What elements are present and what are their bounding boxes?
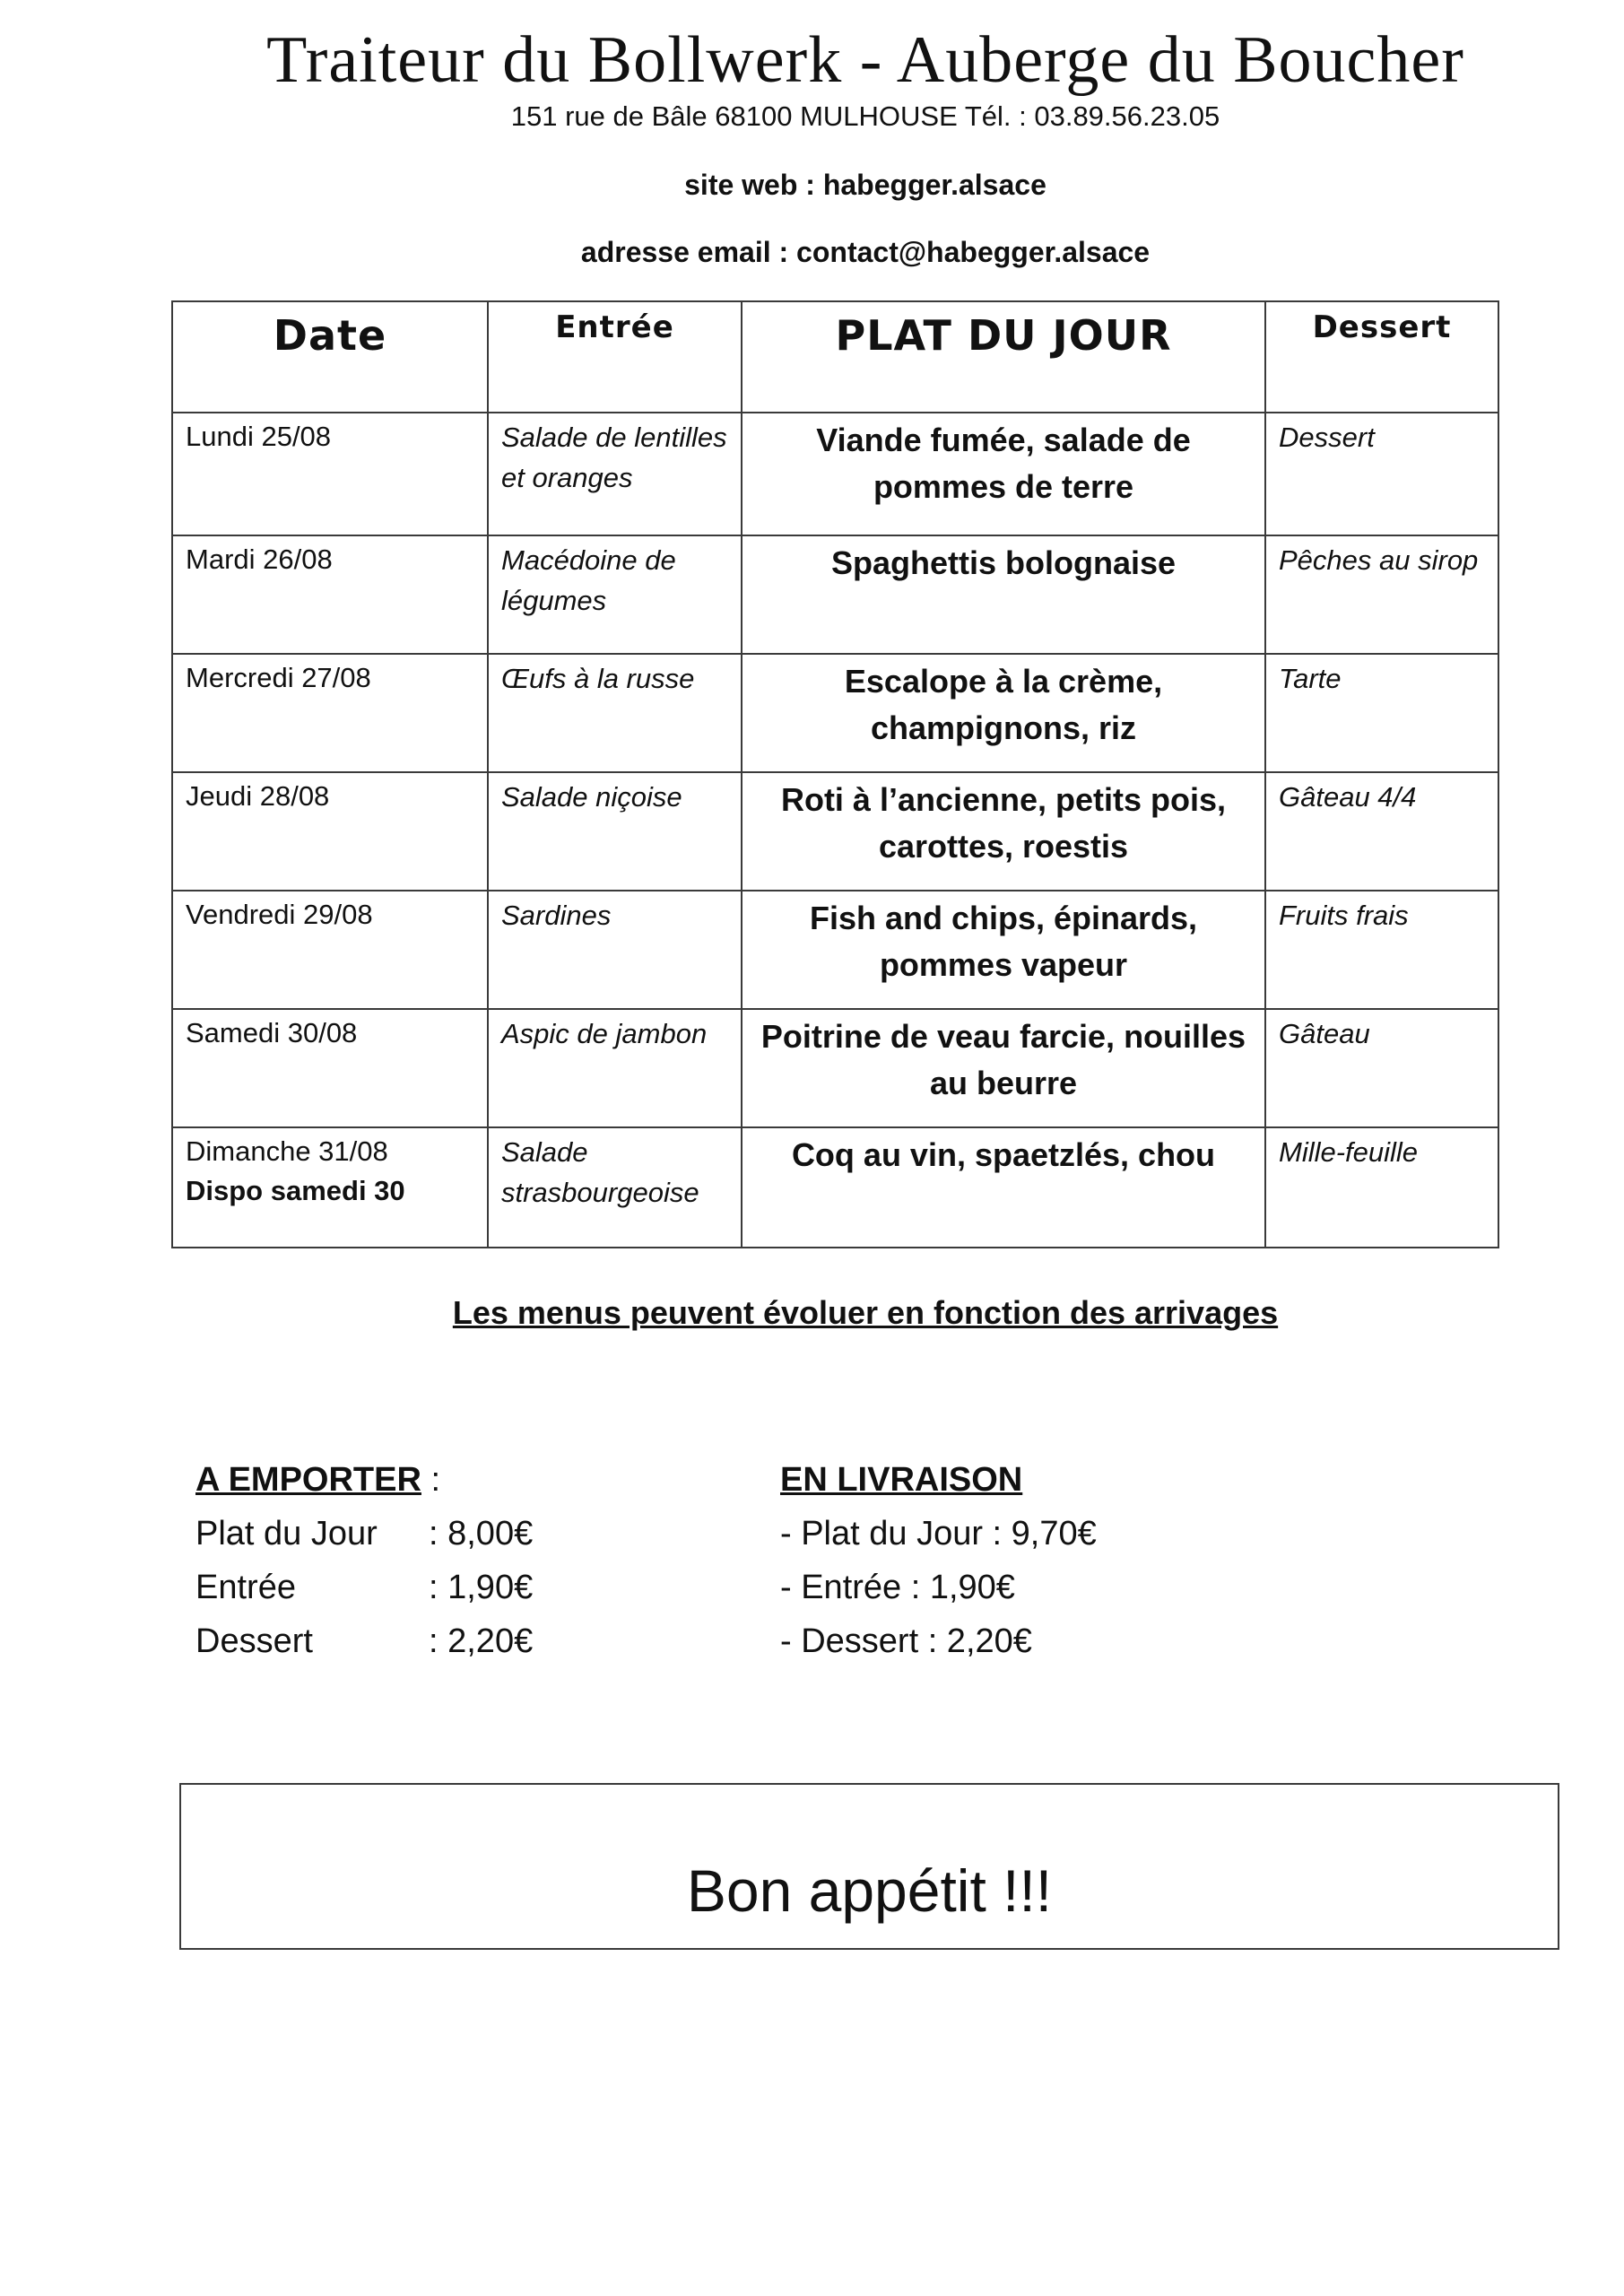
email-line: adresse email : contact@habegger.alsace: [580, 236, 1151, 268]
delivery-item: - Plat du Jour : 9,70€: [780, 1515, 1097, 1552]
price-label: Entrée: [195, 1569, 296, 1606]
dessert-cell: Dessert: [1265, 413, 1498, 535]
date-text: Dimanche 31/08: [186, 1135, 388, 1167]
entree-cell: Salade strasbourgeoise: [488, 1127, 742, 1248]
price-label: Dessert: [195, 1622, 313, 1660]
dessert-cell: Gâteau 4/4: [1265, 772, 1498, 891]
menu-table: [171, 300, 1499, 1248]
entree-cell: Salade de lentilles et oranges: [488, 413, 742, 535]
delivery-item: - Dessert : 2,20€: [780, 1622, 1032, 1660]
plat-cell: Fish and chips, épinards, pommes vapeur: [742, 891, 1265, 1009]
table-row: [172, 535, 1498, 654]
delivery-heading: [780, 1453, 1097, 1507]
header-dessert: Dessert: [1265, 301, 1498, 413]
address-line: 151 rue de Bâle 68100 MULHOUSE Tél. : 03.89.56.23.05: [510, 100, 1220, 132]
date-cell: Samedi 30/08: [172, 1009, 488, 1127]
entree-cell: Aspic de jambon: [488, 1009, 742, 1127]
table-row: [172, 654, 1498, 772]
price-row: [195, 1614, 533, 1668]
price-value: : 8,00€: [429, 1515, 534, 1552]
plat-cell: Roti à l’ancienne, petits pois, carottes, roestis: [742, 772, 1265, 891]
price-value: : 2,20€: [429, 1622, 534, 1660]
plat-cell: Viande fumée, salade de pommes de terre: [742, 413, 1265, 535]
entree-cell: Sardines: [488, 891, 742, 1009]
entree-cell: Macédoine de légumes: [488, 535, 742, 654]
price-value: : 1,90€: [429, 1569, 534, 1606]
bon-appetit-message: Bon appétit !!!: [686, 1857, 1053, 1924]
table-row: [172, 891, 1498, 1009]
menu-notice: Les menus peuvent évoluer en fonction des arrivages: [452, 1294, 1279, 1331]
footer-box: [179, 1783, 1559, 1950]
dessert-cell: Gâteau: [1265, 1009, 1498, 1127]
table-row: [172, 413, 1498, 535]
table-row: [172, 1127, 1498, 1248]
header-plat-du-jour: PLAT DU JOUR: [742, 301, 1265, 413]
price-row: [195, 1561, 533, 1614]
date-cell: Vendredi 29/08: [172, 891, 488, 1009]
header-date: Date: [172, 301, 488, 413]
delivery-heading-text: EN LIVRAISON: [780, 1461, 1023, 1499]
entree-cell: Salade niçoise: [488, 772, 742, 891]
plat-cell: Escalope à la crème, champignons, riz: [742, 654, 1265, 772]
plat-cell: Poitrine de veau farcie, nouilles au beurre: [742, 1009, 1265, 1127]
dessert-cell: Pêches au sirop: [1265, 535, 1498, 654]
table-row: [172, 1009, 1498, 1127]
takeaway-heading-colon: :: [421, 1461, 441, 1499]
date-cell: Mardi 26/08: [172, 535, 488, 654]
plat-cell: Spaghettis bolognaise: [742, 535, 1265, 654]
plat-cell: Coq au vin, spaetzlés, chou: [742, 1127, 1265, 1248]
entree-cell: Œufs à la russe: [488, 654, 742, 772]
price-label: Plat du Jour: [195, 1515, 378, 1552]
table-header-row: [172, 301, 1498, 413]
date-cell: [172, 1127, 488, 1248]
header-entree: Entrée: [488, 301, 742, 413]
date-cell: Mercredi 27/08: [172, 654, 488, 772]
date-cell: Jeudi 28/08: [172, 772, 488, 891]
date-cell: Lundi 25/08: [172, 413, 488, 535]
dessert-cell: Tarte: [1265, 654, 1498, 772]
price-row: [195, 1507, 533, 1561]
takeaway-prices: [195, 1453, 533, 1668]
takeaway-heading: [195, 1453, 533, 1507]
dessert-cell: Fruits frais: [1265, 891, 1498, 1009]
table-row: [172, 772, 1498, 891]
availability-note: Dispo samedi 30: [186, 1175, 405, 1206]
delivery-item: - Entrée : 1,90€: [780, 1569, 1015, 1606]
dessert-cell: Mille-feuille: [1265, 1127, 1498, 1248]
takeaway-heading-text: A EMPORTER: [195, 1461, 421, 1499]
page-title: Traiteur du Bollwerk - Auberge du Boucher: [266, 23, 1464, 97]
delivery-prices: [780, 1453, 1097, 1668]
website-line: site web : habegger.alsace: [684, 169, 1046, 201]
